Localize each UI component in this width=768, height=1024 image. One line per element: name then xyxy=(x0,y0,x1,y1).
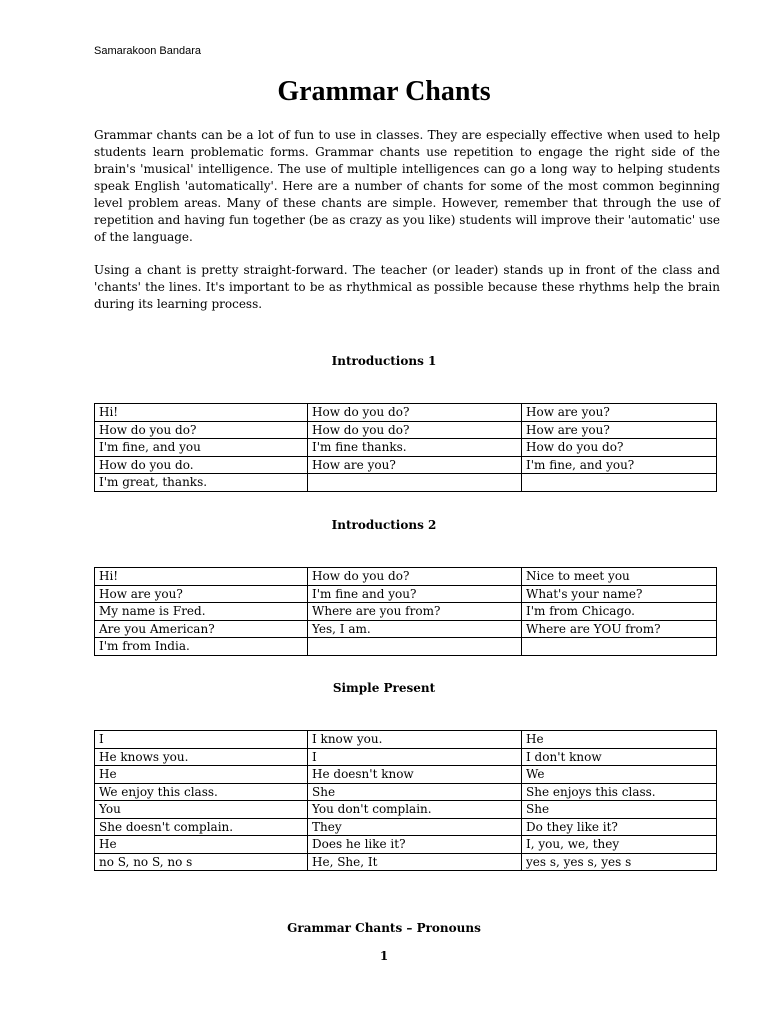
table-cell: He knows you. xyxy=(95,748,308,766)
table-cell: She doesn't complain. xyxy=(95,818,308,836)
intro-paragraph: Grammar chants can be a lot of fun to use in classes. They are especially effective when used to help students learn problematic forms. Grammar chants use repetition to engage the right side of the brain's 'musical' intelligence. The use of multiple intelligences can go a long way to helping students speak English 'automatically'. Here are a number of chants for some of the most common beginning level problem areas. Many of these chants are simple. However, remember that through the use of repetition and having fun together (be as crazy as you like) students will improve their 'automatic' use of the language. xyxy=(94,128,720,244)
table-cell: How do you do? xyxy=(522,439,717,457)
table-cell: What's your name? xyxy=(522,585,717,603)
section-heading-introductions-1: Introductions 1 xyxy=(331,354,437,368)
table-cell: How are you? xyxy=(522,404,717,422)
table-row xyxy=(95,801,717,819)
table-cell: Hi! xyxy=(95,568,308,586)
table-cell: Where are YOU from? xyxy=(522,620,717,638)
table-cell: I, you, we, they xyxy=(522,836,717,854)
table-cell: She xyxy=(308,783,522,801)
table-cell: How do you do? xyxy=(95,421,308,439)
table-row xyxy=(95,568,717,586)
page-number: 1 xyxy=(379,949,389,963)
table-row xyxy=(95,404,717,422)
table-cell: He doesn't know xyxy=(308,766,522,784)
table-cell: I'm from India. xyxy=(95,638,308,656)
table-cell: He xyxy=(522,731,717,749)
table-cell: How are you? xyxy=(308,456,522,474)
table-cell: I'm fine, and you? xyxy=(522,456,717,474)
table-cell: Nice to meet you xyxy=(522,568,717,586)
table-cell xyxy=(522,638,717,656)
table-cell: I'm great, thanks. xyxy=(95,474,308,492)
table-cell: I xyxy=(308,748,522,766)
table-cell: How are you? xyxy=(95,585,308,603)
table-cell: Does he like it? xyxy=(308,836,522,854)
table-cell: How do you do? xyxy=(308,421,522,439)
table-cell: I'm from Chicago. xyxy=(522,603,717,621)
table-cell: I'm fine thanks. xyxy=(308,439,522,457)
table-cell: Are you American? xyxy=(95,620,308,638)
table-cell: She enjoys this class. xyxy=(522,783,717,801)
table-cell: She xyxy=(522,801,717,819)
table-row xyxy=(95,638,717,656)
table-cell xyxy=(308,638,522,656)
table-row xyxy=(95,836,717,854)
table-cell: We enjoy this class. xyxy=(95,783,308,801)
chant-table-introductions-2 xyxy=(94,567,717,656)
table-row xyxy=(95,783,717,801)
table-cell: Yes, I am. xyxy=(308,620,522,638)
table-row xyxy=(95,766,717,784)
table-cell: You xyxy=(95,801,308,819)
table-cell: I'm fine, and you xyxy=(95,439,308,457)
document-title: Grammar Chants xyxy=(277,76,491,107)
table-cell: How do you do. xyxy=(95,456,308,474)
section-heading-introductions-2: Introductions 2 xyxy=(331,518,437,532)
table-cell: I know you. xyxy=(308,731,522,749)
table-cell: They xyxy=(308,818,522,836)
table-cell: Where are you from? xyxy=(308,603,522,621)
table-cell: Hi! xyxy=(95,404,308,422)
table-cell: We xyxy=(522,766,717,784)
table-cell: no S, no S, no s xyxy=(95,853,308,871)
table-cell: You don't complain. xyxy=(308,801,522,819)
author-name: Samarakoon Bandara xyxy=(94,45,202,57)
table-cell: yes s, yes s, yes s xyxy=(522,853,717,871)
table-row xyxy=(95,748,717,766)
table-cell: I don't know xyxy=(522,748,717,766)
table-row xyxy=(95,439,717,457)
table-cell: How do you do? xyxy=(308,568,522,586)
table-cell: He xyxy=(95,766,308,784)
table-row xyxy=(95,853,717,871)
table-row xyxy=(95,818,717,836)
table-row xyxy=(95,603,717,621)
table-row xyxy=(95,620,717,638)
table-row xyxy=(95,474,717,492)
usage-paragraph: Using a chant is pretty straight-forward. The teacher (or leader) stands up in front of the class and 'chants' the lines. It's important to be as rhythmical as possible because these rhythms help the brain during its learning process. xyxy=(94,263,720,311)
table-row xyxy=(95,456,717,474)
table-cell xyxy=(308,474,522,492)
table-cell: He, She, It xyxy=(308,853,522,871)
table-cell: How are you? xyxy=(522,421,717,439)
table-cell: Do they like it? xyxy=(522,818,717,836)
table-cell: He xyxy=(95,836,308,854)
section-heading-simple-present: Simple Present xyxy=(332,681,436,695)
chant-table-introductions-1 xyxy=(94,403,717,492)
table-cell: I xyxy=(95,731,308,749)
table-cell: My name is Fred. xyxy=(95,603,308,621)
table-row xyxy=(95,421,717,439)
table-cell: How do you do? xyxy=(308,404,522,422)
table-row xyxy=(95,731,717,749)
table-row xyxy=(95,585,717,603)
table-cell: I'm fine and you? xyxy=(308,585,522,603)
chant-table-simple-present xyxy=(94,730,717,871)
section-heading-pronouns: Grammar Chants – Pronouns xyxy=(287,921,481,935)
table-cell xyxy=(522,474,717,492)
